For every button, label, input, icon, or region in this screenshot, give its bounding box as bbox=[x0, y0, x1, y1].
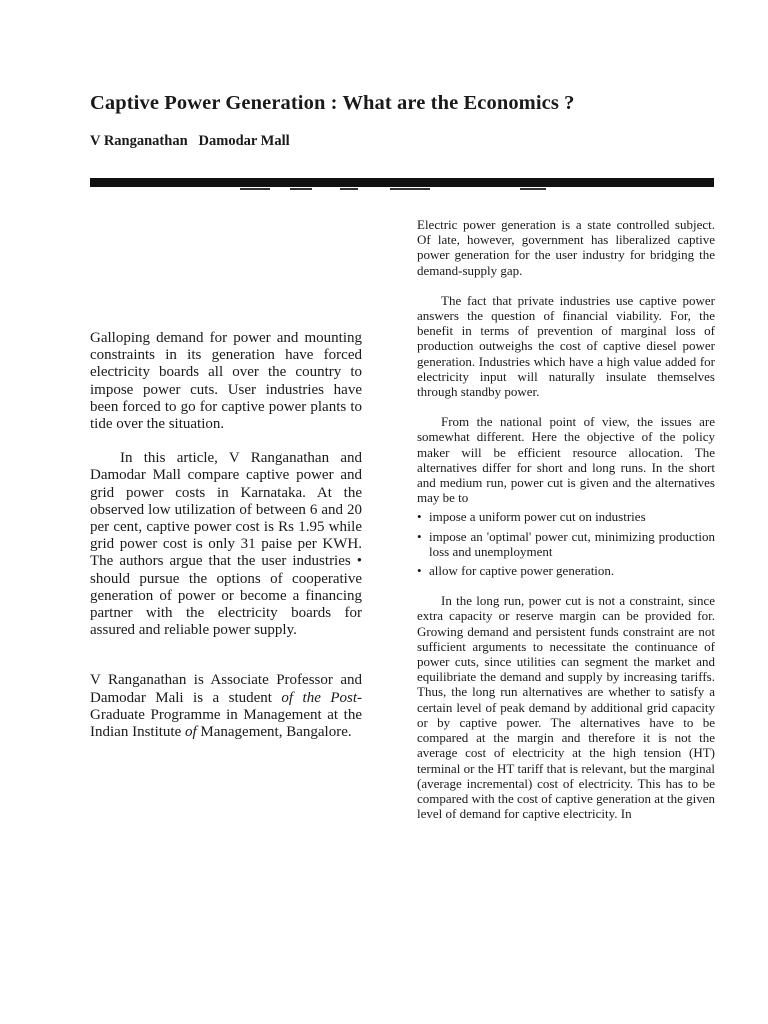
list-item: • impose a uniform power cut on industries bbox=[417, 509, 715, 524]
body-paragraph: From the national point of view, the issues are somewhat different. Here the objective of the policy maker will be efficient resource allocation. The alternatives differ for short and long runs. In the short and medium run, power cut is given and the alternatives may be to bbox=[417, 414, 715, 506]
body-paragraph: In the long run, power cut is not a constraint, since extra capacity or reserve margin can be provided for. Growing demand and persistent funds constraint are not sufficient arguments to necessitate the continuance of power cuts, since utilities can segment the market and equilibriate the demand and supply by increasing tariffs. Thus, the long run alternatives are whether to satisfy a certain level of peak demand by additional grid capacity or by captive power. The alternatives have to be compared at the margin and therefore it is not the average cost of electricity at the high tension (HT) terminal or the HT tariff that is relevant, but the marginal (average incremental) cost of electricity. This has to be compared with the cost of captive generation at the given level of demand for captive electricity. In bbox=[417, 593, 715, 822]
title-rule bbox=[90, 178, 714, 187]
body-paragraph: The fact that private industries use captive power answers the question of financial viability. For, the benefit in terms of prevention of marginal loss of production outweighs the cost of captive diesel power generation. Industries which have a high value added for electricity input will naturally insulate themselves through standby power. bbox=[417, 292, 715, 400]
body-paragraph: Electric power generation is a state controlled subject. Of late, however, government has liberalized captive power generation for the user industry for bridging the demand-supply gap. bbox=[417, 217, 715, 278]
bio-text: V Ranganathan is Associate Professor and Damodar Mali is a student bbox=[90, 672, 362, 706]
body-column bbox=[417, 217, 715, 836]
rule-fragment bbox=[520, 188, 546, 190]
abstract-paragraph: Galloping demand for power and mounting constraints in its generation have forced electricity boards all over the country to impose power cuts. User industries have been forced to go for captive power plants to tide over the situation. bbox=[90, 330, 362, 433]
abstract-column bbox=[90, 330, 362, 758]
rule-fragment bbox=[340, 188, 358, 190]
article-title: Captive Power Generation : What are the Economics ? bbox=[90, 92, 575, 114]
article-authors: V Ranganathan Damodar Mall bbox=[90, 133, 290, 149]
bio-italic: of bbox=[184, 724, 197, 741]
list-item: • impose an 'optimal' power cut, minimizing production loss and unemployment bbox=[417, 529, 715, 559]
rule-fragment bbox=[240, 188, 270, 190]
alternatives-list bbox=[417, 509, 715, 578]
bio-text: Graduate Programme in Management at the Indian Institute bbox=[90, 706, 362, 741]
rule-fragment bbox=[290, 188, 312, 190]
rule-fragment bbox=[390, 188, 430, 190]
bio-italic: of the Post- bbox=[281, 689, 362, 706]
bio-text: Management, Bangalore. bbox=[196, 724, 352, 741]
author-bio bbox=[90, 672, 362, 741]
list-item: • allow for captive power generation. bbox=[417, 563, 715, 578]
abstract-paragraph: In this article, V Ranganathan and Damodar Mall compare captive power and grid power costs in Karnataka. At the observed low utilization of between 6 and 20 per cent, captive power cost is Rs 1.95 while grid power cost is only 31 paise per KWH. The authors argue that the user industries • should pursue the options of cooperative generation of power or become a financing partner with the electricity boards for assured and reliable power supply. bbox=[90, 450, 362, 639]
